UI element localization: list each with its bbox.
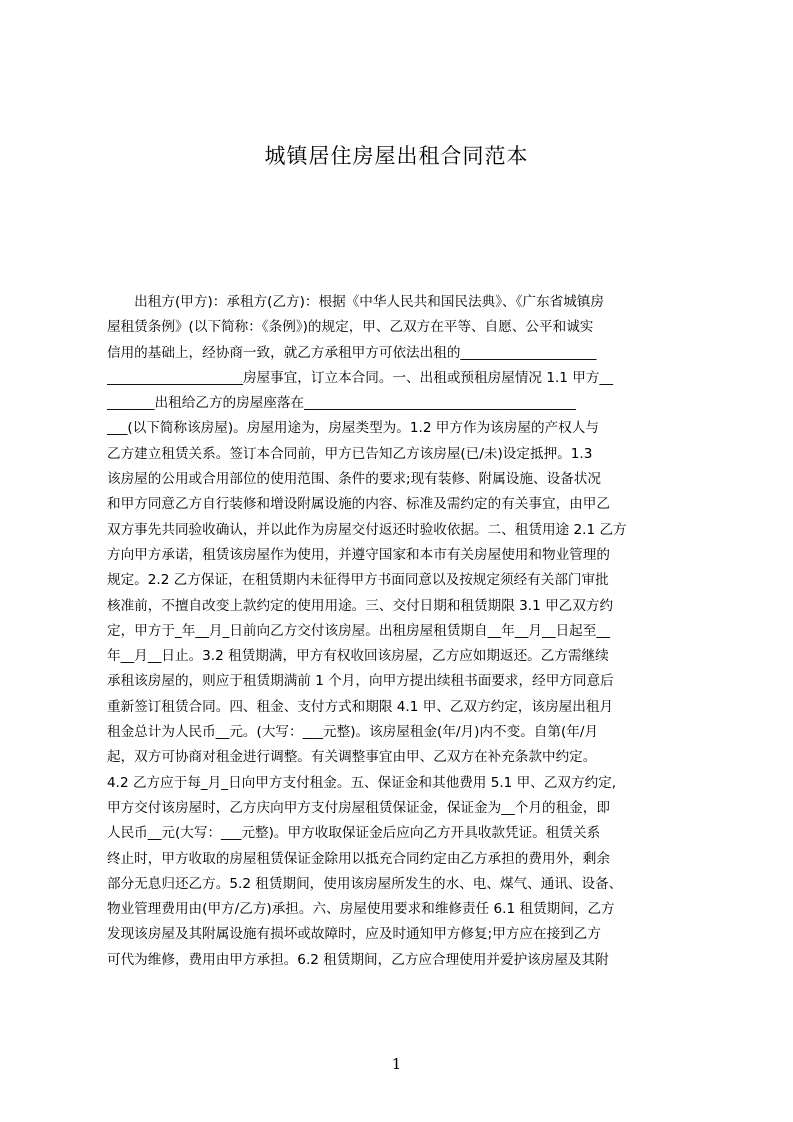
body-text-line: 出租方(甲方)：承租方(乙方)：根据《中华人民共和国民法典》、《广东省城镇房 xyxy=(107,294,604,310)
body-text-line: 重新签订租赁合同。四、租金、支付方式和期限 4.1 甲、乙双方约定，该房屋出租月 xyxy=(107,698,614,715)
body-text-line: 人民币__元(大写：___元整)。甲方收取保证金后应向乙方开具收款凭证。租赁关系 xyxy=(107,825,601,842)
body-text-line: _______出租给乙方的房屋座落在________________________________________ xyxy=(107,395,576,412)
body-text-line: 定，甲方于_年__月_日前向乙方交付该房屋。出租房屋租赁期自__年__月__日起至__ xyxy=(107,622,610,639)
body-text-line: ____________________房屋事宜，订立本合同。一、出租或预租房屋情况 1.1 甲方__ xyxy=(107,369,614,386)
body-text-line: 租金总计为人民币__元。(大写：___元整)。该房屋租金(年/月)内不变。自第(年/月 xyxy=(107,724,599,741)
body-text-line: 甲方交付该房屋时，乙方庆向甲方支付房屋租赁保证金，保证金为__个月的租金，即 xyxy=(107,799,610,816)
body-text-line: 和甲方同意乙方自行装修和增设附属设施的内容、标准及需约定的有关事宜，由甲乙 xyxy=(107,496,610,513)
body-text-line: 双方事先共同验收确认，并以此作为房屋交付返还时验收依据。二、租赁用途 2.1 乙方 xyxy=(107,521,627,538)
document-title: 城镇居住房屋出租合同范本 xyxy=(264,144,529,168)
body-text-line: 屋租赁条例》(以下简称：《条例》)的规定，甲、乙双方在平等、自愿、公平和诚实 xyxy=(107,319,594,336)
page-number: 1 xyxy=(391,1055,402,1073)
body-text-line: 年__月__日止。3.2 租赁期满，甲方有权收回该房屋，乙方应如期返还。乙方需继续 xyxy=(107,648,609,665)
body-text-line: 发现该房屋及其附属设施有损坏或故障时，应及时通知甲方修复;甲方应在接到乙方 xyxy=(107,926,601,943)
body-text-line: 物业管理费用由(甲方/乙方)承担。六、房屋使用要求和维修责任 6.1 租赁期间，乙方 xyxy=(107,901,615,918)
body-text-line: 方向甲方承诺，租赁该房屋作为使用，并遵守国家和本市有关房屋使用和物业管理的 xyxy=(107,546,610,563)
body-text-line: 终止时，甲方收取的房屋租赁保证金除用以抵充合同约定由乙方承担的费用外，剩余 xyxy=(107,850,610,867)
body-text-line: 信用的基础上，经协商一致，就乙方承租甲方可依法出租的____________________ xyxy=(107,344,597,361)
contract-body-text xyxy=(107,290,701,973)
body-text-line: 部分无息归还乙方。5.2 租赁期间，使用该房屋所发生的水、电、煤气、通讯、设备、 xyxy=(107,875,623,892)
body-text-line: 规定。2.2 乙方保证，在租赁期内未征得甲方书面同意以及按规定须经有关部门审批 xyxy=(107,572,609,589)
body-text-line: 可代为维修，费用由甲方承担。6.2 租赁期间，乙方应合理使用并爱护该房屋及其附 xyxy=(107,951,609,968)
body-text-line: 起，双方可协商对租金进行调整。有关调整事宜由甲、乙双方在补充条款中约定。 xyxy=(107,749,597,766)
body-text-line: 承租该房屋的，则应于租赁期满前 1 个月，向甲方提出续租书面要求，经甲方同意后 xyxy=(107,673,614,690)
body-text-line: 核准前，不擅自改变上款约定的使用用途。三、交付日期和租赁期限 3.1 甲乙双方约 xyxy=(107,597,614,614)
body-text-line: 4.2 乙方应于每_月_日向甲方支付租金。五、保证金和其他费用 5.1 甲、乙双方约定, xyxy=(107,774,617,791)
body-text-line: 乙方建立租赁关系。签订本合同前，甲方已告知乙方该房屋(已/未)设定抵押。1.3 xyxy=(107,445,593,462)
body-text-line: ___(以下简称该房屋)。房屋用途为，房屋类型为。1.2 甲方作为该房屋的产权人与 xyxy=(107,420,599,437)
body-text-line: 该房屋的公用或合用部位的使用范围、条件的要求;现有装修、附属设施、设备状况 xyxy=(107,471,601,488)
